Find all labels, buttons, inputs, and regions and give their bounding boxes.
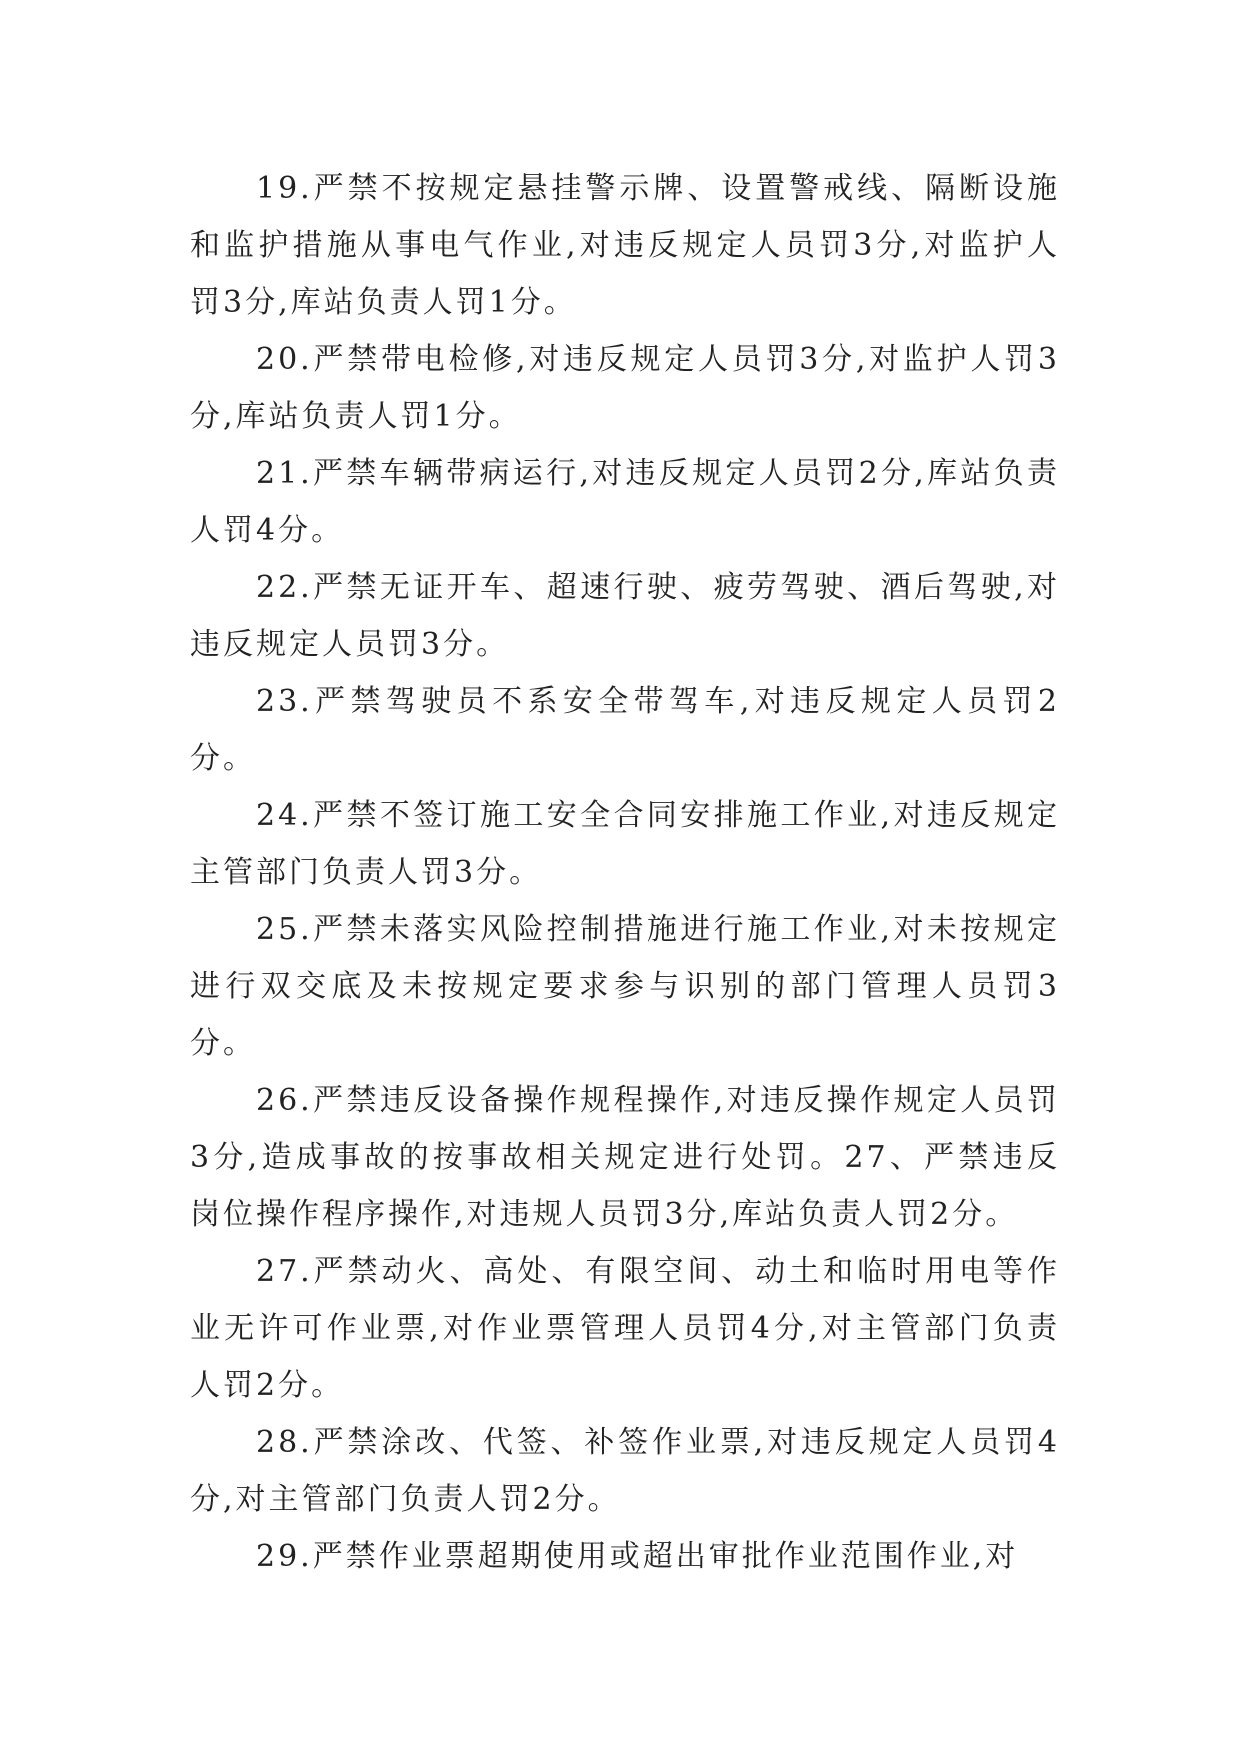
paragraph-27: 27.严禁动火、高处、有限空间、动土和临时用电等作业无许可作业票,对作业票管理人员罚4分,对主管部门负责人罚2分。 — [190, 1254, 1060, 1403]
paragraph-28: 28.严禁涂改、代签、补签作业票,对违反规定人员罚4分,对主管部门负责人罚2分。 — [190, 1425, 1060, 1517]
paragraph-29: 29.严禁作业票超期使用或超出审批作业范围作业,对 — [256, 1539, 1019, 1574]
paragraph-23: 23.严禁驾驶员不系安全带驾车,对违反规定人员罚2分。 — [190, 684, 1060, 776]
paragraph-25: 25.严禁未落实风险控制措施进行施工作业,对未按规定进行双交底及未按规定要求参与识别的部门管理人员罚3分。 — [190, 912, 1060, 1061]
document-body — [190, 160, 1060, 1585]
paragraph-24: 24.严禁不签订施工安全合同安排施工作业,对违反规定主管部门负责人罚3分。 — [190, 798, 1060, 890]
paragraph-21: 21.严禁车辆带病运行,对违反规定人员罚2分,库站负责人罚4分。 — [190, 456, 1060, 548]
paragraph-22: 22.严禁无证开车、超速行驶、疲劳驾驶、酒后驾驶,对违反规定人员罚3分。 — [190, 570, 1060, 662]
paragraph-20: 20.严禁带电检修,对违反规定人员罚3分,对监护人罚3分,库站负责人罚1分。 — [190, 342, 1060, 434]
paragraph-26: 26.严禁违反设备操作规程操作,对违反操作规定人员罚3分,造成事故的按事故相关规定进行处罚。27、严禁违反岗位操作程序操作,对违规人员罚3分,库站负责人罚2分。 — [190, 1083, 1060, 1232]
paragraph-19: 19.严禁不按规定悬挂警示牌、设置警戒线、隔断设施和监护措施从事电气作业,对违反规定人员罚3分,对监护人罚3分,库站负责人罚1分。 — [190, 171, 1060, 320]
